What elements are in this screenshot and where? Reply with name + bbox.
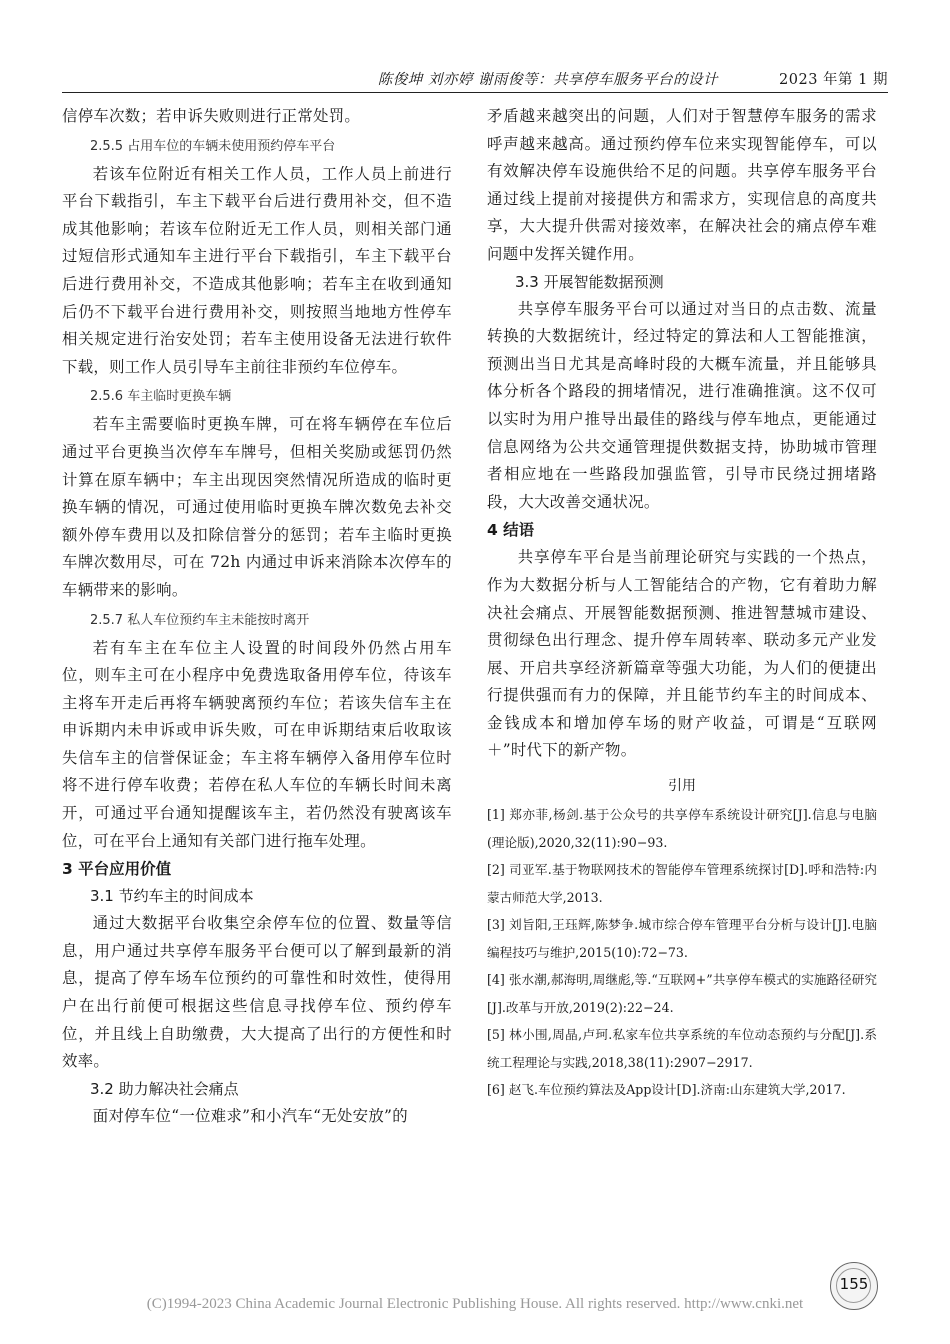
- reference-item: [3] 刘旨阳,王珏辉,陈梦争.城市综合停车管理平台分析与设计[J].电脑编程技巧与维护,2015(10):72−73.: [487, 917, 877, 960]
- paragraph: 若该车位附近有相关工作人员，工作人员上前进行平台下载指引，车主下载平台后进行费用补交，但不造成其他影响；若该车位附近无工作人员，则相关部门通过短信形式通知车主进行平台下载指引，车主下载平台后进行费用补交，不造成其他影响；若车主在收到通知后仍不下载平台进行费用补交，则按照当地地方性停车相关规定进行治安处罚；若车主使用设备无法进行软件下载，则工作人员引导车主前往非预约车位停车。: [62, 164, 452, 376]
- section-heading-3-2: 3.2 助力解决社会痛点: [90, 1079, 239, 1098]
- reference-item: [6] 赵飞.车位预约算法及App设计[D].济南:山东建筑大学,2017.: [487, 1082, 846, 1098]
- section-heading-2-5-7: 2.5.7 私人车位预约车主未能按时离开: [90, 612, 310, 628]
- left-column: [62, 103, 452, 1130]
- section-heading-4: 4 结语: [487, 521, 535, 540]
- paragraph: 矛盾越来越突出的问题，人们对于智慧停车服务的需求呼声越来越高。通过预约停车位来实现智能停车，可以有效解决停车设施供给不足的问题。共享停车服务平台通过线上提前对接提供方和需求方，实现信息的高度共享，大大提升供需对接效率，在解决社会的痛点停车难问题中发挥关键作用。: [487, 107, 877, 263]
- section-heading-3: 3 平台应用价值: [62, 860, 172, 879]
- issue-number: 2023 年第 1 期: [779, 72, 888, 88]
- section-heading-3-3: 3.3 开展智能数据预测: [515, 272, 664, 291]
- reference-item: [2] 司亚军.基于物联网技术的智能停车管理系统探讨[D].呼和浩特:内蒙古师范大学,2013.: [487, 862, 877, 905]
- references-title: 引用: [668, 778, 696, 795]
- section-heading-2-5-5: 2.5.5 占用车位的车辆未使用预约停车平台: [90, 138, 336, 154]
- paragraph: 面对停车位“一位难求”和小汽车“无处安放”的: [92, 1106, 408, 1125]
- page-number: 155: [839, 1275, 869, 1293]
- reference-item: [4] 张水潮,郝海明,周继彪,等.“互联网+”共享停车模式的实施路径研究[J].改革与开放,2019(2):22−24.: [487, 972, 877, 1015]
- reference-item: [1] 郑亦菲,杨剑.基于公众号的共享停车系统设计研究[J].信息与电脑(理论版),2020,32(11):90−93.: [487, 807, 877, 850]
- running-title: 陈俊坤 刘亦婷 谢雨俊等：共享停车服务平台的设计: [377, 72, 718, 88]
- right-column: [487, 103, 877, 1104]
- paragraph: 共享停车平台是当前理论研究与实践的一个热点，作为大数据分析与人工智能结合的产物，它有着助力解决社会痛点、开展智能数据预测、推进智慧城市建设、贯彻绿色出行理念、提升停车周转率、联动多元产业发展、开启共享经济新篇章等强大功能，为人们的便捷出行提供强而有力的保障，并且能节约车主的时间成本、金钱成本和增加停车场的财产收益，可谓是“互联网＋”时代下的新产物。: [487, 548, 877, 760]
- section-heading-2-5-6: 2.5.6 车主临时更换车辆: [90, 389, 232, 405]
- copyright-footer: (C)1994-2023 China Academic Journal Electronic Publishing House. All rights reserved. http://www.cnki.net: [146, 1296, 804, 1312]
- paragraph: 若车主需要临时更换车牌，可在将车辆停在车位后通过平台更换当次停车车牌号，但相关奖励或惩罚仍然计算在原车辆中；车主出现因突然情况所造成的临时更换车辆的情况，可通过使用临时更换车牌次数免去补交额外停车费用以及扣除信誉分的惩罚；若车主临时更换车牌次数用尽，可在 72h 内通过申诉来消除本次停车的车辆带来的影响。: [62, 415, 452, 599]
- paragraph: 信停车次数；若申诉失败则进行正常处罚。: [62, 107, 361, 125]
- paragraph: 通过大数据平台收集空余停车位的位置、数量等信息，用户通过共享停车服务平台便可以了解到最新的消息，提高了停车场车位预约的可靠性和时效性，使得用户在出行前便可根据这些信息寻找停车位、预约停车位，并且线上自助缴费，大大提高了出行的方便性和时效率。: [62, 914, 452, 1071]
- references-list: [487, 801, 877, 1104]
- paragraph: 共享停车服务平台可以通过对当日的点击数、流量转换的大数据统计，经过特定的算法和人工智能推演，预测出当日尤其是高峰时段的大概车流量，并且能够具体分析各个路段的拥堵情况，进行准确推演。这不仅可以实时为用户推导出最佳的路线与停车地点，更能通过信息网络为公共交通管理提供数据支持，协助城市管理者相应地在一些路段加强监管，引导市民绕过拥堵路段，大大改善交通状况。: [487, 299, 877, 511]
- section-heading-3-1: 3.1 节约车主的时间成本: [90, 887, 254, 906]
- reference-item: [5] 林小围,周晶,卢珂.私家车位共享系统的车位动态预约与分配[J].系统工程理论与实践,2018,38(11):2907−2917.: [487, 1027, 877, 1070]
- running-header: [62, 66, 888, 93]
- paragraph: 若有车主在车位主人设置的时间段外仍然占用车位，则车主可在小程序中免费选取备用停车位，待该车主将车开走后再将车辆驶离预约车位；若该失信车主在申诉期内未申诉或申诉失败，可在申诉期结束后收取该失信车主的信誉保证金；车主将车辆停入备用停车位时将不进行停车收费；若停在私人车位的车辆长时间未离开，可通过平台通知提醒该车主，若仍然没有驶离该车位，可在平台上通知有关部门进行拖车处理。: [62, 638, 452, 850]
